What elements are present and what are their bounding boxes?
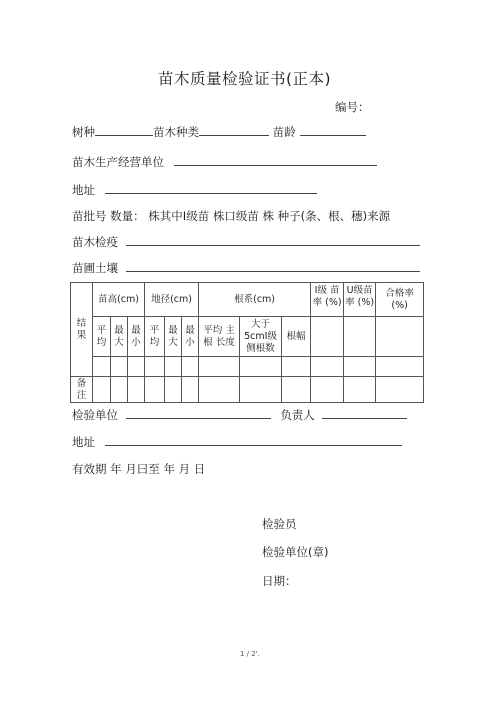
quarantine-label: 苗木检疫 [72,235,118,249]
grade2-header: U级苗率 (%) [344,283,376,317]
address2-label: 地址 [72,435,95,449]
page-number: 1 / 2'. [240,650,260,658]
category-blank [199,124,269,136]
data-cell [93,377,111,403]
diameter-min: 最小 [182,317,199,357]
height-avg: 平均 [93,317,111,357]
inspect-unit-row [72,407,407,423]
grade2-cell-1 [344,317,376,357]
root-avg-length: 平均 主根 长度 [199,317,240,357]
validity-row: 有效期 年 月曰至 年 月 日 [72,462,206,476]
producer-blank [174,154,377,166]
data-cell [282,357,311,377]
data-cell [128,377,145,403]
address-blank [105,182,317,194]
diameter-header: 地径(cm) [145,283,199,317]
root-width: 根幅 [282,317,311,357]
category-label: 苗木种类 [153,125,199,139]
data-cell [240,357,282,377]
result-label: 结果 [71,283,93,377]
inspect-unit-blank [126,407,271,419]
data-cell [376,357,424,377]
diameter-avg: 平均 [145,317,165,357]
species-label: 树种 [72,125,95,139]
data-cell [182,357,199,377]
data-cell [344,357,376,377]
lateral-root-count: 大于5cmⅠ级侧根数 [240,317,282,357]
species-blank [95,124,153,136]
person-blank [322,407,407,419]
age-label: 苗龄 [272,125,296,139]
data-cell [240,377,282,403]
data-cell [282,377,311,403]
diameter-max: 最大 [165,317,182,357]
height-min: 最小 [128,317,145,357]
data-cell [199,377,240,403]
data-cell [182,377,199,403]
quarantine-blank [126,234,420,246]
pass-cell-1 [376,317,424,357]
soil-row [72,260,420,276]
producer-row [72,154,377,170]
data-cell [145,377,165,403]
batch-row: 苗批号 数量： 株其中Ⅰ级苗 株口级苗 株 种子(条、根、穗)来源 [72,209,391,223]
address-label: 地址 [72,183,95,197]
data-cell [165,357,182,377]
data-cell [376,377,424,403]
data-cell [311,357,344,377]
inspect-unit-seal: 检验单位(章) [262,545,329,559]
height-header: 苗高(cm) [93,283,145,317]
species-row [72,124,366,140]
inspection-table [70,282,424,403]
data-cell [165,377,182,403]
pass-header: 合格率 (%) [376,283,424,317]
page-title: 苗木质量检验证书(正本) [158,70,332,88]
inspect-unit-label: 检验单位 [72,408,118,422]
quarantine-row [72,234,420,250]
data-cell [111,377,128,403]
height-max: 最大 [111,317,128,357]
data-cell [111,357,128,377]
data-cell [93,357,111,377]
data-cell [311,377,344,403]
person-label: 负责人 [280,408,315,422]
data-cell [344,377,376,403]
data-cell [145,357,165,377]
root-header: 根系(cm) [199,283,311,317]
address2-blank [105,434,402,446]
inspector-label: 检验员 [262,517,297,531]
soil-label: 苗圃土壤 [72,261,118,275]
data-cell [128,357,145,377]
grade1-cell-1 [311,317,344,357]
producer-label: 苗木生产经营单位 [72,155,164,169]
age-blank [300,124,366,136]
date-label: 日期： [262,574,297,588]
address-row [72,182,317,198]
grade1-header: Ⅰ级 苗率 (%) [311,283,344,317]
soil-blank [126,260,420,272]
serial-number-label: 编号： [335,100,370,114]
data-cell [199,357,240,377]
address2-row [72,434,402,450]
remarks-label: 备注 [71,377,93,403]
